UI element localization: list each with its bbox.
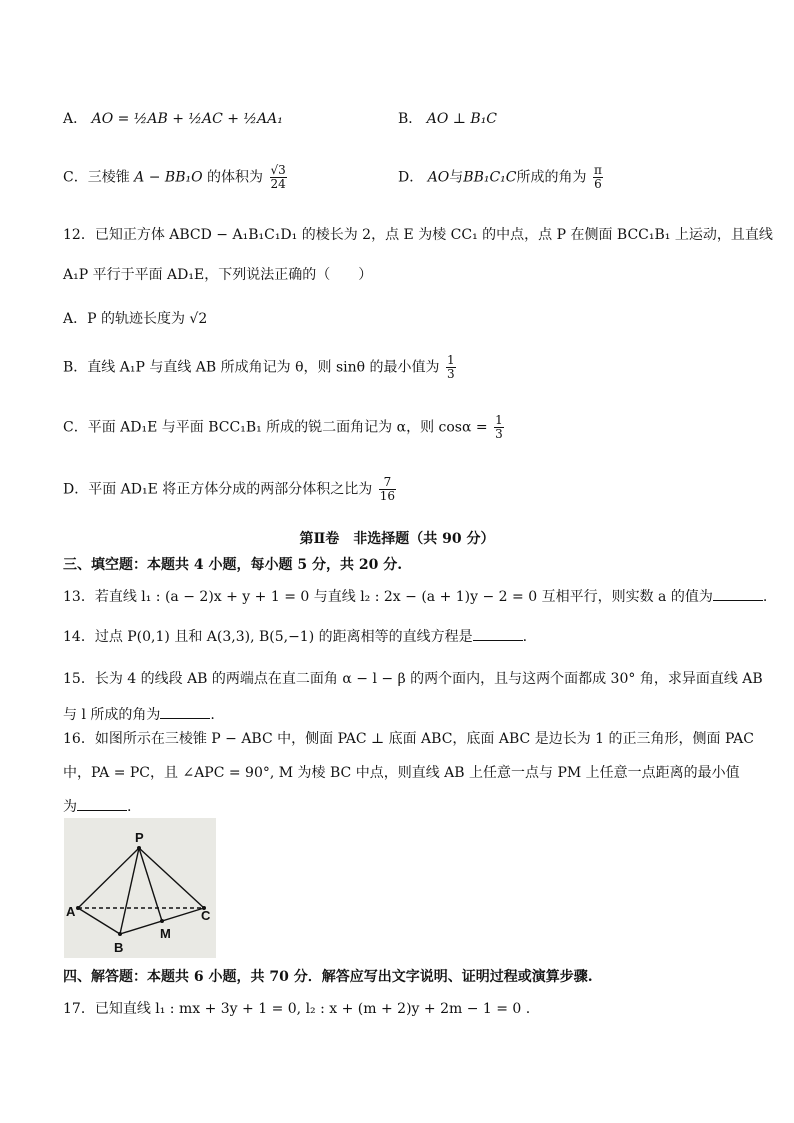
q12-option-c: C．平面 AD₁E 与平面 BCC₁B₁ 所成的锐二面角记为 α，则 cosα = $\frac{1}{3}$ [63, 413, 503, 441]
q12-option-b: B．直线 A₁P 与直线 AB 所成角记为 θ，则 sinθ 的最小值为 $\frac{1}{3}$ [63, 353, 455, 381]
q16-answer-blank[interactable] [77, 798, 127, 811]
label-b: B [114, 940, 124, 955]
q12-stem-line1: 12．已知正方体 ABCD − A₁B₁C₁D₁ 的棱长为 2，点 E 为棱 CC₁ 的中点，点 P 在侧面 BCC₁B₁ 上运动，且直线 [63, 227, 773, 243]
label-a: A [66, 904, 76, 919]
part2-title: 第Ⅱ卷 非选择题（共 90 分） [299, 531, 495, 547]
section4-heading: 四、解答题：本题共 6 小题，共 70 分．解答应写出文字说明、证明过程或演算步骤. [63, 969, 593, 985]
q12-option-a: A．P 的轨迹长度为 √2 [63, 311, 208, 327]
q13-answer-blank[interactable] [713, 588, 763, 601]
q15-line2: 与 l 所成的角为 . [63, 707, 215, 723]
q16-line3: 为 . [63, 799, 132, 815]
label-m: M [160, 926, 171, 941]
q11-option-d: D． AO与BB₁C₁C所成的角为 $\frac{\pi}{6}$ [398, 163, 602, 191]
q11-option-a-expr: AO = ½AB + ½AC + ½AA₁ [91, 111, 283, 127]
q17: 17．已知直线 l₁ : mx + 3y + 1 = 0, l₂ : x + (m + 2)y + 2m − 1 = 0 . [63, 1001, 531, 1017]
tetrahedron-figure [64, 818, 216, 958]
q12-option-d: D．平面 AD₁E 将正方体分成的两部分体积之比为 $\frac{7}{16}$ [63, 475, 396, 503]
q15-answer-blank[interactable] [160, 706, 210, 719]
q13: 13．若直线 l₁ : (a − 2)x + y + 1 = 0 与直线 l₂ : 2x − (a + 1)y − 2 = 0 互相平行，则实数 a 的值为 . [63, 589, 768, 605]
q11-option-a: A． AO = ½AB + ½AC + ½AA₁ [63, 111, 283, 127]
q16-line2: 中，PA = PC，且 ∠APC = 90°, M 为棱 BC 中点，则直线 AB 上任意一点与 PM 上任意一点距离的最小值 [63, 765, 740, 781]
q14-answer-blank[interactable] [473, 628, 523, 641]
q11-d-fraction: $\frac{\pi}{6}$ [593, 163, 602, 191]
q15-line1: 15．长为 4 的线段 AB 的两端点在直二面角 α − l − β 的两个面内，且与这两个面都成 30° 角，求异面直线 AB [63, 671, 763, 687]
section3-heading: 三、填空题：本题共 4 小题，每小题 5 分，共 20 分. [63, 557, 403, 573]
q16-line1: 16．如图所示在三棱锥 P − ABC 中，侧面 PAC ⊥ 底面 ABC，底面 ABC 是边长为 1 的正三角形，侧面 PAC [63, 731, 754, 747]
tetrahedron-diagram [64, 818, 216, 958]
q11-option-b: B． AO ⊥ B₁C [398, 111, 498, 127]
edge-pa [78, 848, 139, 908]
q11-option-c: C．三棱锥 A − BB₁O 的体积为 $\frac{√3}{24}$ [63, 163, 286, 191]
label-p: P [135, 830, 144, 845]
q11-c-fraction: $\frac{√3}{24}$ [270, 163, 286, 191]
edge-ab [78, 908, 120, 934]
label-c: C [201, 908, 211, 923]
q14: 14．过点 P(0,1) 且和 A(3,3), B(5,−1) 的距离相等的直线方程是 . [63, 629, 528, 645]
edge-pb [120, 848, 139, 934]
q12-stem-line2: A₁P 平行于平面 AD₁E，下列说法正确的（ ） [63, 267, 373, 283]
